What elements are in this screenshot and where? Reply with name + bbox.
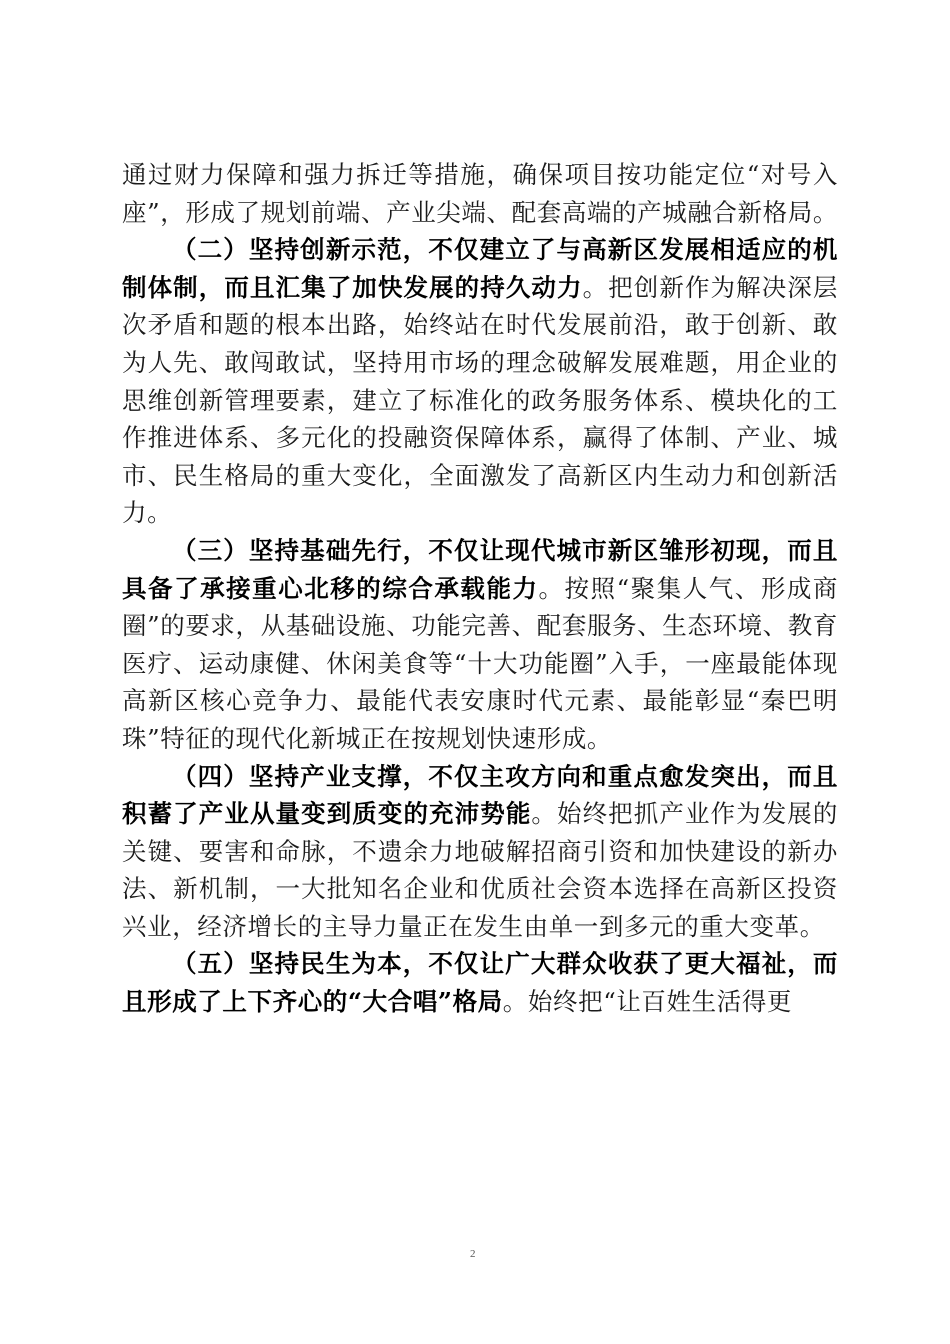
- document-page: [122, 156, 838, 1021]
- section-heading: （五）坚持民生为本，不仅让广大群众收获了更大福祉，而且形成了上下齐心的“大合唱”格局: [122, 949, 838, 1017]
- paragraph-section-5: [122, 945, 838, 1020]
- paragraph-body: 。按照“聚集人气、形成商圈”的要求，从基础设施、功能完善、配套服务、生态环境、教育医疗、运动康健、休闲美食等“十大功能圈”入手，一座最能体现高新区核心竞争力、最能代表安康时代元素、最能彰显“秦巴明珠”特征的现代化新城正在按规划快速形成。: [122, 573, 838, 753]
- paragraph-body: 。始终把抓产业作为发展的关键、要害和命脉，不遗余力地破解招商引资和加快建设的新办法、新机制，一大批知名企业和优质社会资本选择在高新区投资兴业，经济增长的主导力量正在发生由单一到多元的重大变革。: [122, 799, 838, 941]
- section-heading: （二）坚持创新示范，不仅建立了与高新区发展相适应的机制体制，而且汇集了加快发展的持久动力: [122, 235, 838, 302]
- paragraph-section-2: [122, 231, 838, 532]
- paragraph-body: 通过财力保障和强力拆迁等措施，确保项目按功能定位“对号入座”，形成了规划前端、产业尖端、配套高端的产城融合新格局。: [122, 160, 838, 227]
- page-number: 2: [470, 1248, 476, 1260]
- paragraph-body: 。把创新作为解决深层次矛盾和题的根本出路，始终站在时代发展前沿，敢于创新、敢为人先、敢闯敢试，坚持用市场的理念破解发展难题，用企业的思维创新管理要素，建立了标准化的政务服务体系、模块化的工作推进体系、多元化的投融资保障体系，赢得了体制、产业、城市、民生格局的重大变化，全面激发了高新区内生动力和创新活力。: [122, 272, 838, 528]
- paragraph-section-3: [122, 532, 838, 758]
- section-heading: （三）坚持基础先行，不仅让现代城市新区雏形初现，而且具备了承接重心北移的综合承载能力: [122, 535, 838, 603]
- paragraph-section-4: [122, 758, 838, 946]
- paragraph-continuation: [122, 156, 838, 231]
- section-heading: （四）坚持产业支撑，不仅主攻方向和重点愈发突出，而且积蓄了产业从量变到质变的充沛势能: [122, 761, 838, 829]
- paragraph-body: 。始终把“让百姓生活得更: [502, 987, 793, 1017]
